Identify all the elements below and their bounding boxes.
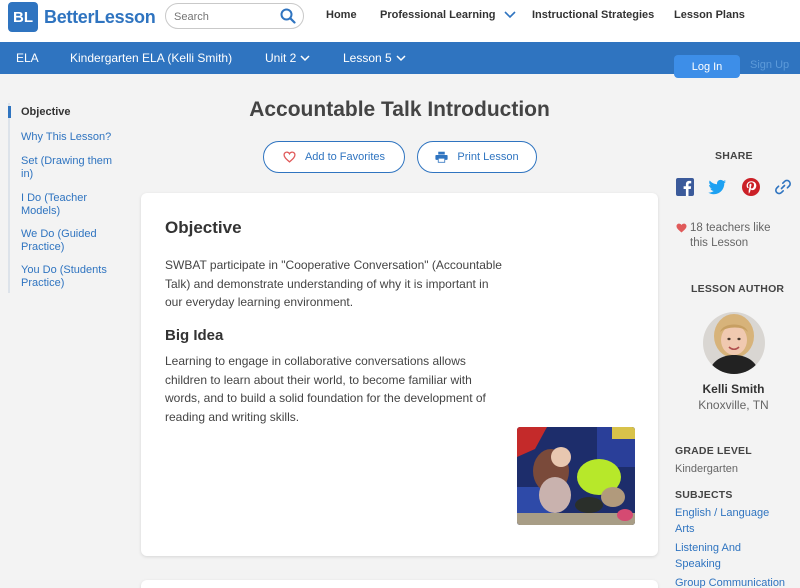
- twitter-icon[interactable]: [707, 177, 727, 197]
- breadcrumb-subject[interactable]: ELA: [16, 51, 39, 65]
- page-title: Accountable Talk Introduction: [249, 98, 550, 121]
- subject-line: Group Communication: [675, 577, 786, 588]
- search-input[interactable]: [174, 8, 274, 26]
- breadcrumb-course[interactable]: Kindergarten ELA (Kelli Smith): [70, 51, 233, 65]
- sidebar-item-label: Objective: [21, 106, 71, 118]
- sidebar-item-label: Practice): [21, 240, 65, 253]
- subject-line: Listening And: [675, 542, 742, 554]
- nav-instructional-strategies[interactable]: Instructional Strategies: [532, 9, 655, 21]
- share-heading: SHARE: [715, 150, 753, 162]
- sidebar-item-why-this-lesson[interactable]: [10, 131, 124, 144]
- author-location: Knoxville, TN: [698, 398, 769, 412]
- subject-line: Speaking: [675, 557, 721, 570]
- betterlesson-logo[interactable]: [8, 2, 155, 32]
- breadcrumb-lesson-label: Lesson 5: [343, 51, 392, 65]
- big-idea-line: words, and to build a solid foundation for the development of: [165, 391, 486, 405]
- objective-text: [165, 256, 525, 312]
- subject-link-group-communication[interactable]: [675, 576, 793, 588]
- sidebar-item-label: Models): [21, 204, 61, 217]
- print-label: Print Lesson: [457, 151, 519, 163]
- logo-mark: BL: [8, 2, 38, 32]
- grade-level-value: Kindergarten: [675, 463, 738, 475]
- subject-link-english-language-arts[interactable]: [675, 506, 793, 537]
- next-section-card: [141, 580, 658, 588]
- login-button[interactable]: Log In: [674, 55, 740, 78]
- lesson-photo[interactable]: [517, 427, 635, 525]
- lesson-author-heading: LESSON AUTHOR: [691, 283, 785, 295]
- search-box: [165, 3, 304, 29]
- subjects-heading: SUBJECTS: [675, 489, 733, 501]
- sidebar-item-objective[interactable]: [10, 106, 124, 119]
- sidebar-item-label: Practice): [21, 276, 65, 289]
- lesson-sections-nav: [8, 103, 124, 293]
- objective-card: [141, 193, 658, 556]
- sidebar-item-set[interactable]: [10, 155, 124, 180]
- grade-level-heading: GRADE LEVEL: [675, 445, 752, 457]
- objective-heading: Objective: [165, 218, 242, 237]
- big-idea-heading: Big Idea: [165, 327, 224, 344]
- objective-line: our everyday learning environment.: [165, 295, 354, 309]
- top-header: [0, 0, 800, 42]
- add-to-favorites-button[interactable]: [263, 141, 405, 173]
- big-idea-line: reading and writing skills.: [165, 409, 300, 424]
- sidebar-item-you-do[interactable]: [10, 264, 124, 293]
- subject-link-listening-and-speaking[interactable]: [675, 541, 793, 572]
- likes-count: [676, 221, 771, 251]
- favorites-label: Add to Favorites: [304, 151, 386, 163]
- author-name[interactable]: Kelli Smith: [702, 382, 765, 396]
- search-icon[interactable]: [280, 8, 296, 24]
- sidebar-item-label: You Do (Students: [21, 264, 107, 276]
- sidebar-item-label: Why This Lesson?: [21, 130, 112, 143]
- chevron-down-icon: [504, 11, 516, 19]
- nav-professional-learning-label: Professional Learning: [380, 9, 496, 21]
- big-idea-text: [165, 352, 525, 426]
- subject-line: Arts: [675, 522, 695, 535]
- nav-lesson-plans[interactable]: Lesson Plans: [674, 9, 745, 21]
- sidebar-item-label: We Do (Guided: [21, 228, 97, 240]
- chevron-down-icon: [396, 55, 406, 62]
- big-idea-line: children to learn about their world, to become familiar with: [165, 372, 472, 387]
- facebook-icon[interactable]: [675, 177, 695, 197]
- signup-link[interactable]: Sign Up: [750, 59, 790, 71]
- big-idea-line: Learning to engage in collaborative conversations allows: [165, 354, 466, 368]
- breadcrumb-lesson[interactable]: [343, 51, 406, 65]
- subject-line: English / Language: [675, 507, 770, 519]
- logo-text: BetterLesson: [44, 6, 156, 27]
- breadcrumb-unit-label: Unit 2: [265, 51, 297, 65]
- avatar[interactable]: [703, 312, 765, 374]
- lesson-photo-image: [517, 427, 635, 525]
- printer-icon: [435, 151, 448, 163]
- chevron-down-icon: [300, 55, 310, 62]
- likes-line: 18 teachers like: [690, 222, 771, 234]
- print-lesson-button[interactable]: [417, 141, 537, 173]
- nav-professional-learning[interactable]: [380, 9, 516, 21]
- sidebar-item-label: I Do (Teacher: [21, 192, 88, 204]
- objective-line: Talk) and demonstrate understanding of why it is important in: [165, 276, 489, 291]
- pinterest-icon[interactable]: [741, 177, 761, 197]
- breadcrumb-unit[interactable]: [265, 51, 310, 65]
- heart-icon: [676, 223, 687, 233]
- sidebar-item-label: in): [21, 167, 34, 180]
- likes-line: this Lesson: [690, 237, 749, 249]
- nav-home[interactable]: Home: [326, 9, 357, 21]
- sidebar-item-we-do[interactable]: [10, 228, 124, 253]
- author-avatar-image: [703, 312, 765, 374]
- link-icon[interactable]: [773, 177, 793, 197]
- objective-line: SWBAT participate in "Cooperative Conversation" (Accountable: [165, 258, 502, 272]
- sidebar-item-label: Set (Drawing them: [21, 155, 113, 167]
- sidebar-item-i-do[interactable]: [10, 192, 124, 217]
- heart-outline-icon: [283, 151, 296, 163]
